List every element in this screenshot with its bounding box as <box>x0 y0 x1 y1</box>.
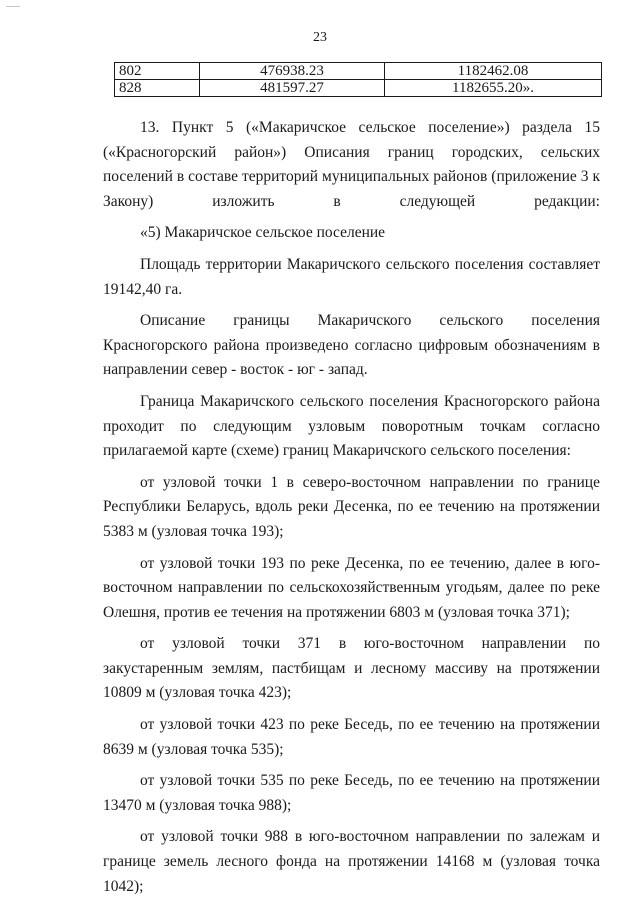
paragraph-segment-4: от узловой точки 423 по реке Беседь, по ее течению на протяжении 8639 м (узловая точка 535); <box>103 716 600 758</box>
table-cell: 828 <box>115 80 200 97</box>
paragraph-segment-1: от узловой точки 1 в северо-восточном направлении по границе Республики Беларусь, вдоль реки Десенка, по ее течению на протяжении 5383 м (узловая точка 193); <box>103 473 600 540</box>
document-body <box>103 116 600 899</box>
paragraph-segment-6: от узловой точки 988 в юго-восточном направлении по залежам и границе земель лесного фонда на протяжении 14168 м (узловая точка 1042); <box>103 828 600 895</box>
paragraph-description: Описание границы Макаричского сельского поселения Красногорского района произведено согласно цифровым обозначениям в направлении север - восток - юг - запад. <box>103 312 600 379</box>
table-row <box>115 63 602 80</box>
paragraph-area: Площадь территории Макаричского сельского поселения составляет 19142,40 га. <box>103 255 600 298</box>
paragraph-segment-5: от узловой точки 535 по реке Беседь, по ее течению на протяжении 13470 м (узловая точка 988); <box>103 772 600 814</box>
paragraph-boundary-intro: Граница Макаричского сельского поселения Красногорского района проходит по следующим узловым поворотным точкам согласно прилагаемой карте (схеме) границ Макаричского сельского поселения: <box>103 392 600 460</box>
paragraph-segment-2: от узловой точки 193 по реке Десенка, по ее течению, далее в юго-восточном направлении по сельскохозяйственным угодьям, далее по реке Олешня, против ее течения на протяжении 6803 м (узловая точка 371); <box>103 554 600 621</box>
table-cell: 476938.23 <box>200 63 385 80</box>
paragraph-segment-3: от узловой точки 371 в юго-восточном направлении по закустаренным землям, пастбищам и лесному массиву на протяжении 10809 м (узловая точка 423); <box>103 635 600 702</box>
table-cell: 481597.27 <box>200 80 385 97</box>
coordinates-table-body <box>115 63 602 97</box>
paragraph-heading: «5) Макаричское сельское поселение <box>140 224 386 242</box>
table-row <box>115 80 602 97</box>
scan-corner-mark <box>6 6 20 7</box>
coordinates-table <box>114 62 602 97</box>
paragraph-item-13: 13. Пункт 5 («Макаричское сельское поселение») раздела 15 («Красногорский район») Описания границ городских, сельских поселений в составе территорий муниципальных районов (приложение 3 к Закону) изложить в следующей редакции: <box>103 119 600 210</box>
table-cell: 1182462.08 <box>385 63 602 80</box>
table-cell: 1182655.20». <box>385 80 602 97</box>
page-number: 23 <box>313 30 327 45</box>
table-cell: 802 <box>115 63 200 80</box>
